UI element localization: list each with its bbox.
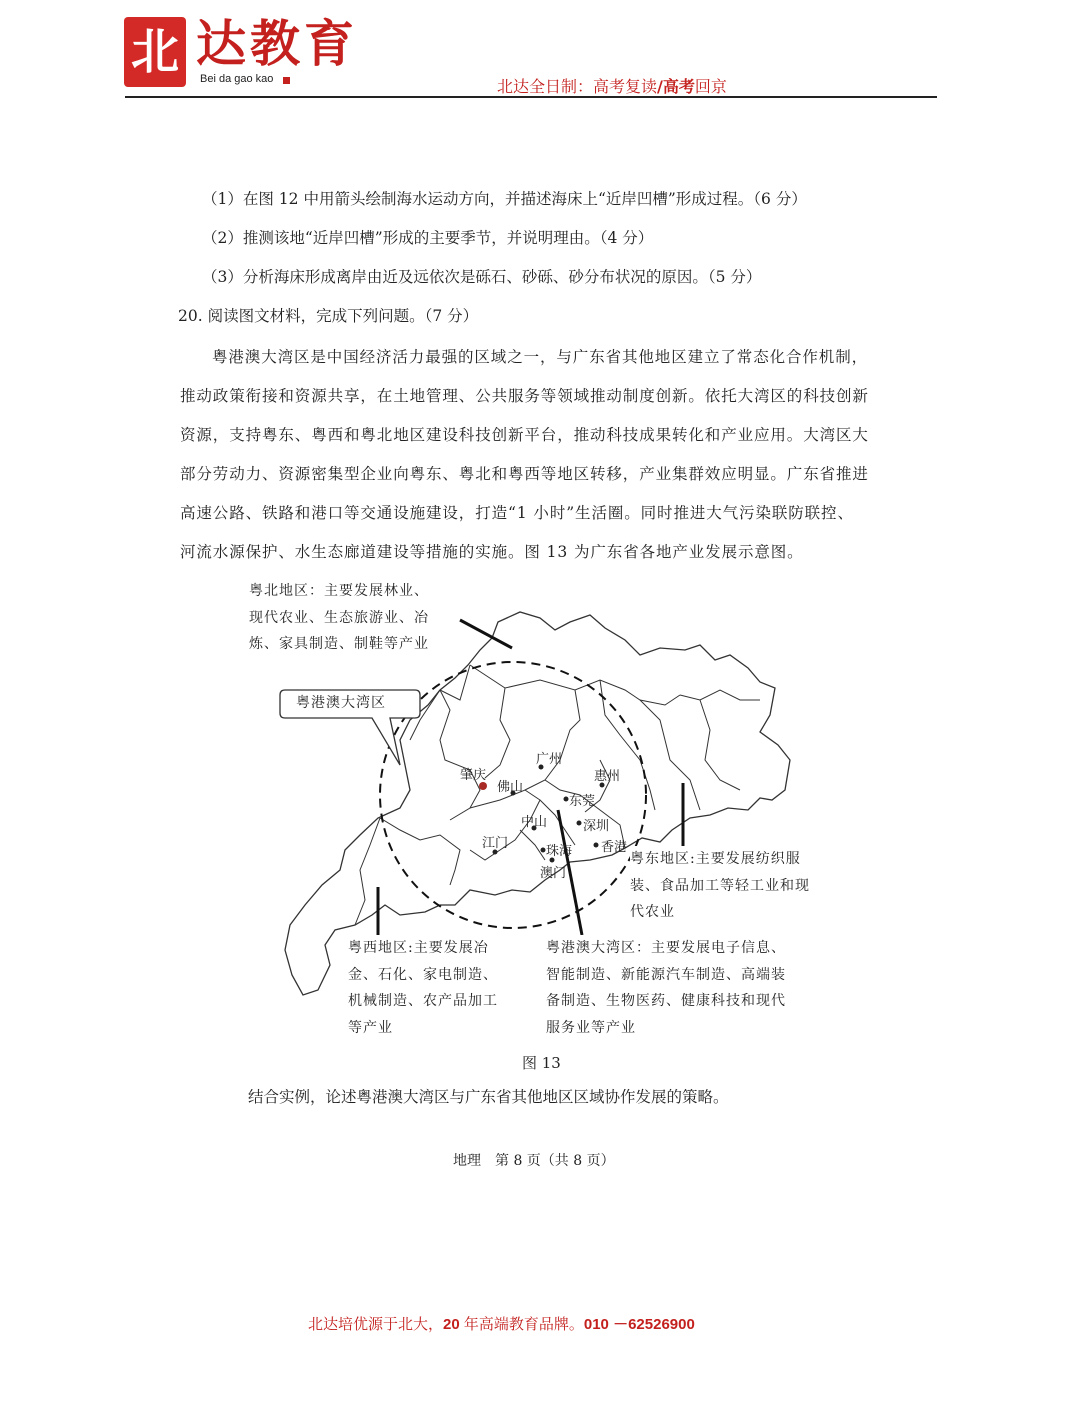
north-region-note: 粤北地区：主要发展林业、 现代农业、生态旅游业、冶 炼、家具制造、制鞋等产业: [249, 583, 429, 652]
zhuhai-dot: [541, 848, 546, 853]
city-label-shenzhen: 深圳: [583, 819, 610, 834]
question-20-title: 20. 阅读图文材料，完成下列问题。（7 分）: [178, 307, 479, 325]
question-19-2: （2）推测该地“近岸凹槽”形成的主要季节，并说明理由。（4 分）: [202, 229, 654, 247]
material-line-5: 高速公路、铁路和港口等交通设施建设，打造“1 小时”生活圈。同时推进大气污染联防联控、: [180, 504, 854, 522]
city-label-zhongshan: 中山: [521, 815, 548, 830]
city-label-foshan: 佛山: [497, 780, 524, 795]
footer-advert: 北达培优源于北大，20 年高端教育品牌。010 －62526900: [308, 1316, 695, 1333]
bay-callout-label: 粤港澳大湾区: [296, 695, 386, 711]
material-line-1: 粤港澳大湾区是中国经济活力最强的区域之一，与广东省其他地区建立了常态化合作机制，: [212, 348, 869, 366]
final-question: 结合实例，论述粤港澳大湾区与广东省其他地区区域协作发展的策略。: [248, 1088, 729, 1106]
logo-char: 北: [130, 24, 179, 80]
city-label-macau: 澳门: [540, 866, 567, 881]
west-region-note: 粤西地区:主要发展冶 金、石化、家电制造、 机械制造、农产品加工 等产业: [348, 935, 498, 1041]
city-label-dongguan: 东莞: [569, 794, 596, 809]
east-region-note: 粤东地区:主要发展纺织服 装、食品加工等轻工业和现 代农业: [630, 846, 810, 926]
city-label-zhuhai: 珠海: [546, 844, 573, 859]
material-line-3: 资源，支持粤东、粤西和粤北地区建设科技创新平台，推动科技成果转化和产业应用。大湾区大: [180, 426, 869, 444]
logo-subtitle: Bei da gao kao: [200, 73, 274, 85]
city-label-huizhou: 惠州: [594, 769, 621, 784]
city-label-jiangmen: 江门: [482, 836, 509, 851]
material-line-2: 推动政策衔接和资源共享，在土地管理、公共服务等领域推动制度创新。依托大湾区的科技创新: [180, 387, 869, 405]
bay-region-note: 粤港澳大湾区：主要发展电子信息、 智能制造、新能源汽车制造、高端装 备制造、生物医药、健康科技和现代 服务业等产业: [546, 935, 786, 1041]
header-slogan: 北达全日制：高考复读/高考回京: [497, 77, 727, 96]
city-label-guangzhou: 广州: [536, 752, 563, 767]
hongkong-dot: [594, 843, 599, 848]
zhaoqing-dot: [479, 782, 487, 790]
logo-title: 达教育: [196, 14, 358, 73]
city-label-zhaoqing: 肇庆: [460, 768, 487, 783]
material-line-6: 河流水源保护、水生态廊道建设等措施的实施。图 13 为广东省各地产业发展示意图。: [180, 543, 804, 561]
shenzhen-dot: [577, 821, 582, 826]
city-label-hongkong: 香港: [601, 840, 628, 855]
dongguan-dot: [564, 797, 569, 802]
page-number: 地理 第 8 页（共 8 页）: [453, 1153, 615, 1169]
material-line-4: 部分劳动力、资源密集型企业向粤东、粤北和粤西等地区转移，产业集群效应明显。广东省推进: [180, 465, 869, 483]
question-19-1: （1）在图 12 中用箭头绘制海水运动方向，并描述海床上“近岸凹槽”形成过程。（6 分）: [202, 190, 807, 208]
figure-caption: 图 13: [522, 1054, 561, 1072]
question-19-3: （3）分析海床形成离岸由近及远依次是砾石、砂砾、砂分布状况的原因。（5 分）: [202, 268, 762, 286]
